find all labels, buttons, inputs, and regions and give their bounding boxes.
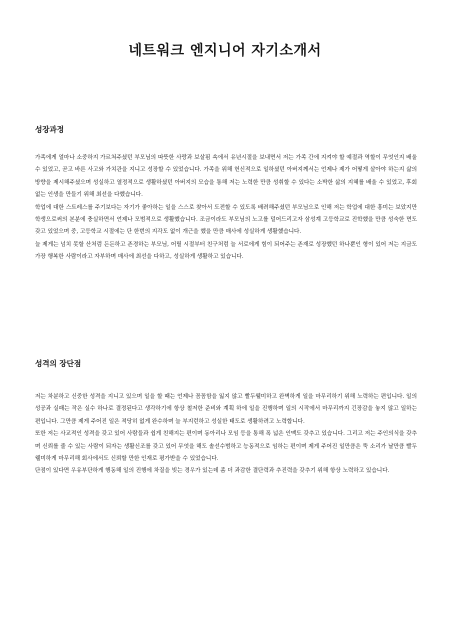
paragraph: 학업에 대한 스트레스를 주기보다는 자기가 좋아하는 일을 스스로 찾아서 도전할 수 있도록 배려해주셨던 부모님으로 인해 저는 학업에 대한 흥미는 보았지만 학생으로써의 본분에 충실하면서 언제나 모범적으로 생활했습니다. 조금이라도 부모님의 노고를 덜어드리고자 삼성계 고등학교로 진학했을 만큼 성숙한 면도 갖고 있었으며 중, 고등학교 시절에는 단 한번의 지각도 없이 개근을 했을 만큼 매사에 성실하게 생활했습니다. (35, 204, 417, 236)
section-heading-growth: 성장과정 (35, 125, 64, 134)
paragraph: 또한 저는 사교적인 성격을 갖고 있어 사람들과 쉽게 친해지는 편이며 동아리나 모임 등을 통해 폭 넓은 인맥도 갖추고 있습니다. 그리고 저는 주인의식을 갖추며 신뢰를 줄 수 있는 사람이 되자는 생활신조를 갖고 있어 무엇을 해도 솔선수범하고 능동적으로 임하는 편이며 제게 주어진 일만큼은 뚝 소리가 날만큼 빨두웰미하게 마무리해 회사에서도 신뢰할 만한 인재로 평가받을 수 있었습니다. (35, 431, 417, 463)
paragraph: 늘 제게는 넘치 못할 산처럼 든든하고 존경하는 부모님, 어릴 시절부터 친구처럼 늘 서로에게 힘이 되어주는 존재로 성장했던 하나뿐인 형이 있어 저는 지금도 가장 행복한 사람이라고 자부하며 매사에 최선을 다하고, 성실하게 생활하고 있습니다. (35, 241, 417, 261)
section-heading-personality: 성격의 장단점 (35, 359, 82, 368)
paragraph: 단점이 있다면 우유부단하게 행동해 일의 진행에 차질을 빚는 경우가 있는데 좀 더 과감한 결단력과 추진력을 갖추기 위해 항상 노력하고 있습니다. (35, 468, 390, 475)
section-body-growth (35, 152, 417, 264)
paragraph: 가족에게 얼마나 소중하지 가르쳐주셨던 부모님의 따뜻한 사랑과 보살핌 속에서 유년시절을 보내면서 저는 가족 간에 지켜야 할 예절과 역할이 무엇인지 배울 수 있었고, 곧고 바른 사고와 가치관을 지니고 성장할 수 있었습니다. 가족을 위해 헌신적으로 일하셨던 아버지께서는 언제나 제가 어떻게 살아야 하는지 삶의 방향을 제시해주셨으며 성실하고 열정적으로 생활하셨던 아버지의 모습을 통해 저는 노력한 만큼 성취할 수 있다는 소박한 삶의 지혜를 배울 수 있었고, 후회 없는 인생을 만들기 위해 최선을 다했습니다. (35, 155, 417, 199)
section-body-personality (35, 391, 417, 478)
document-title: 네트워크 엔지니어 자기소개서 (128, 43, 322, 59)
paragraph: 저는 차분하고 신중한 성격을 지니고 있으며 일을 할 때는 언제나 꼼꼼함을 잃지 않고 빨두웰미하고 완벽하게 일을 마무리하기 위해 노력하는 편입니다. 일의 성공과 실패는 작은 실수 하나로 결정된다고 생각하기에 항상 철저한 준비와 계획 하에 일을 진행하며 일의 시작에서 마무리까지 긴장감을 놓지 않고 일하는 편입니다. 그만큼 제게 주어진 일은 적당히 없게 완수하며 늘 부지런하고 성실한 태도로 생활하려고 노력합니다. (35, 394, 417, 425)
